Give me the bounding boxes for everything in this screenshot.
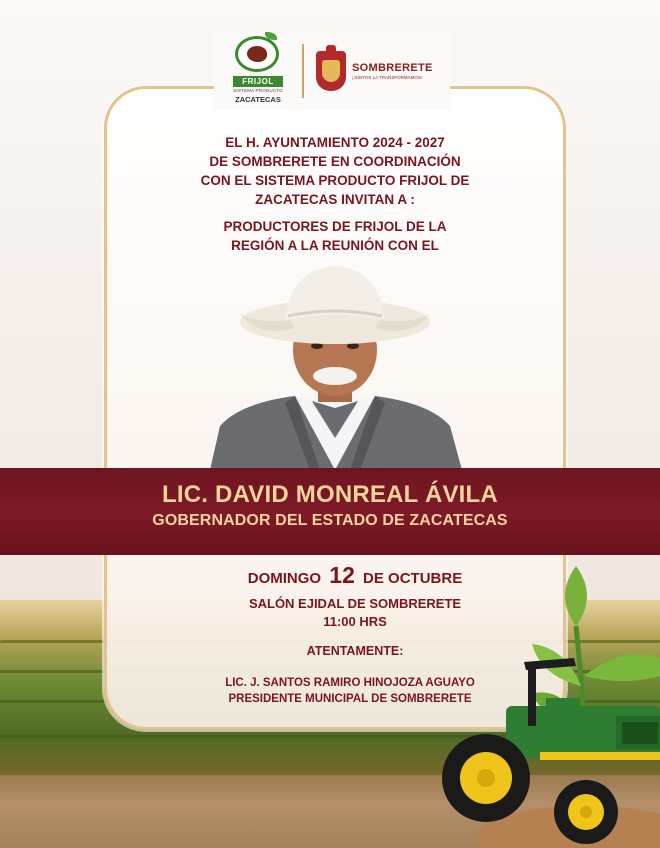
closing-label: ATENTAMENTE:	[306, 644, 404, 658]
intro-line: ZACATECAS INVITAN A :	[255, 192, 415, 207]
intro-text	[150, 133, 520, 209]
sombrerete-name: SOMBRERETE	[352, 62, 433, 74]
intro-line: EL H. AYUNTAMIENTO 2024 - 2027	[225, 135, 445, 150]
event-time: 11:00 HRS	[323, 614, 387, 629]
frijol-state: ZACATECAS	[235, 95, 281, 104]
invite-line: REGIÓN A LA REUNIÓN CON EL	[231, 237, 439, 253]
signer-title: PRESIDENTE MUNICIPAL DE SOMBRERETE	[228, 693, 472, 705]
event-day: 12	[329, 562, 355, 588]
sombrerete-tagline: ¡JUNTOS LA TRANSFORMAMOS!	[352, 75, 423, 80]
intro-line: CON EL SISTEMA PRODUCTO FRIJOL DE	[200, 173, 470, 188]
invite-line: PRODUCTORES DE FRIJOL DE LA	[223, 219, 447, 234]
sombrerete-logo	[316, 51, 433, 91]
invite-text	[150, 218, 520, 255]
governor-title: GOBERNADOR DEL ESTADO DE ZACATECAS	[152, 512, 508, 529]
intro-line: DE SOMBRERETE EN COORDINACIÓN	[209, 154, 461, 169]
event-weekday: DOMINGO	[247, 570, 322, 587]
tractor-illustration	[436, 566, 660, 848]
frijol-badge: FRIJOL	[233, 76, 283, 87]
frijol-subtitle: SISTEMA PRODUCTO	[233, 88, 283, 93]
frijol-logo	[214, 32, 292, 110]
bean-icon	[235, 36, 279, 72]
signer-name: LIC. J. SANTOS RAMIRO HINOJOZA AGUAYO	[225, 677, 475, 689]
event-place: SALÓN EJIDAL DE SOMBRERETE	[248, 596, 462, 611]
logo-divider	[302, 44, 304, 98]
event-month: DE OCTUBRE	[363, 570, 463, 587]
logo-header	[214, 32, 450, 110]
governor-portrait	[200, 258, 470, 470]
shield-icon	[316, 51, 346, 91]
governor-name: LIC. DAVID MONREAL ÁVILA	[162, 481, 498, 508]
